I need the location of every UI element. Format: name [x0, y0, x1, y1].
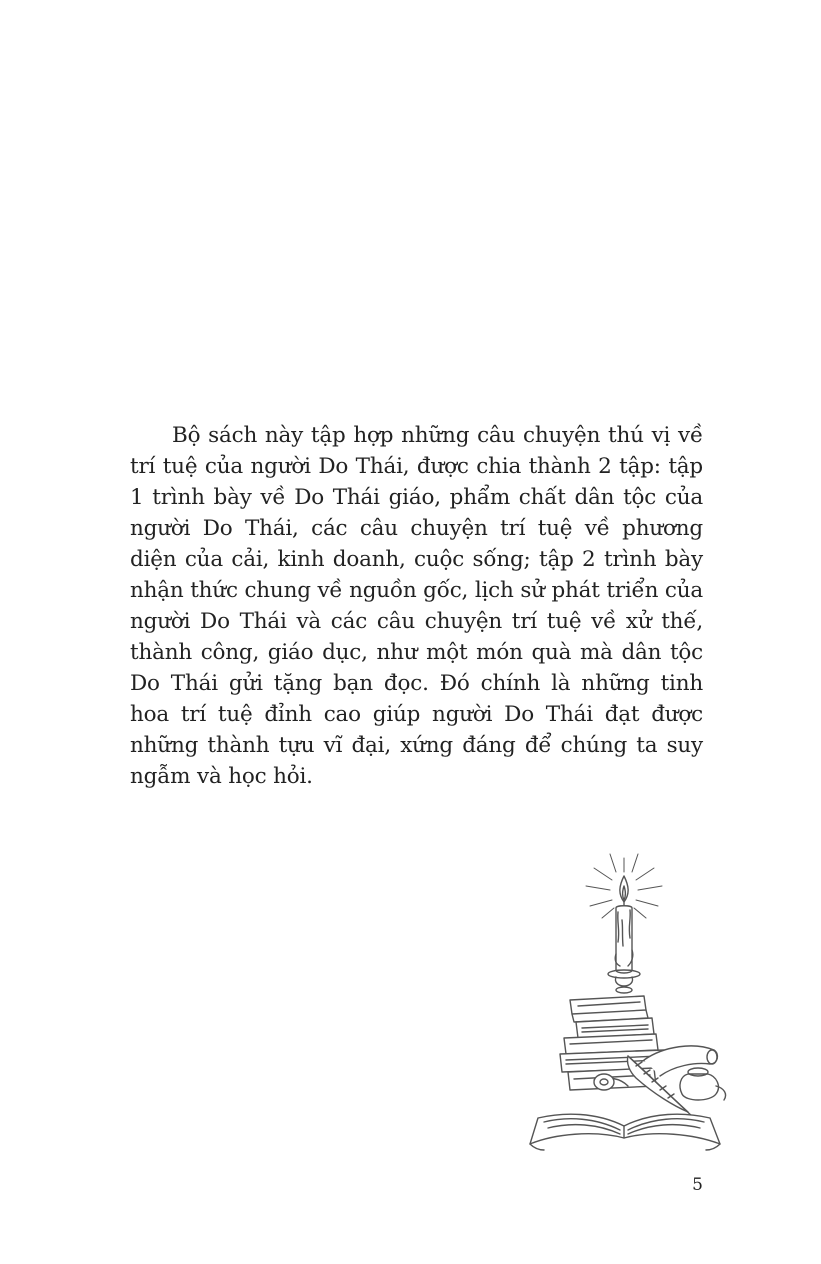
page-number: 5 [692, 1175, 703, 1195]
open-book [530, 1114, 720, 1150]
body-paragraph: Bộ sách này tập hợp những câu chuyện thú vị về trí tuệ của người Do Thái, được chia thành 2 tập: tập 1 trình bày về Do Thái giáo, phẩm chất dân tộc của người Do Thái, các câu chuyện trí tuệ về phương diện của cải, kinh doanh, cuộc sống; tập 2 trình bày nhận thức chung về nguồn gốc, lịch sử phát triển của người Do Thái và các câu chuyện trí tuệ về xử thế, thành công, giáo dục, như một món quà mà dân tộc Do Thái gửi tặng bạn đọc. Đó chính là những tinh hoa trí tuệ đỉnh cao giúp người Do Thái đạt được những thành tựu vĩ đại, xứng đáng để chúng ta suy ngẫm và học hỏi. [130, 423, 703, 789]
inkwell [680, 1068, 726, 1100]
candle-books-quill-illustration-icon [524, 850, 734, 1160]
flame [620, 876, 628, 902]
